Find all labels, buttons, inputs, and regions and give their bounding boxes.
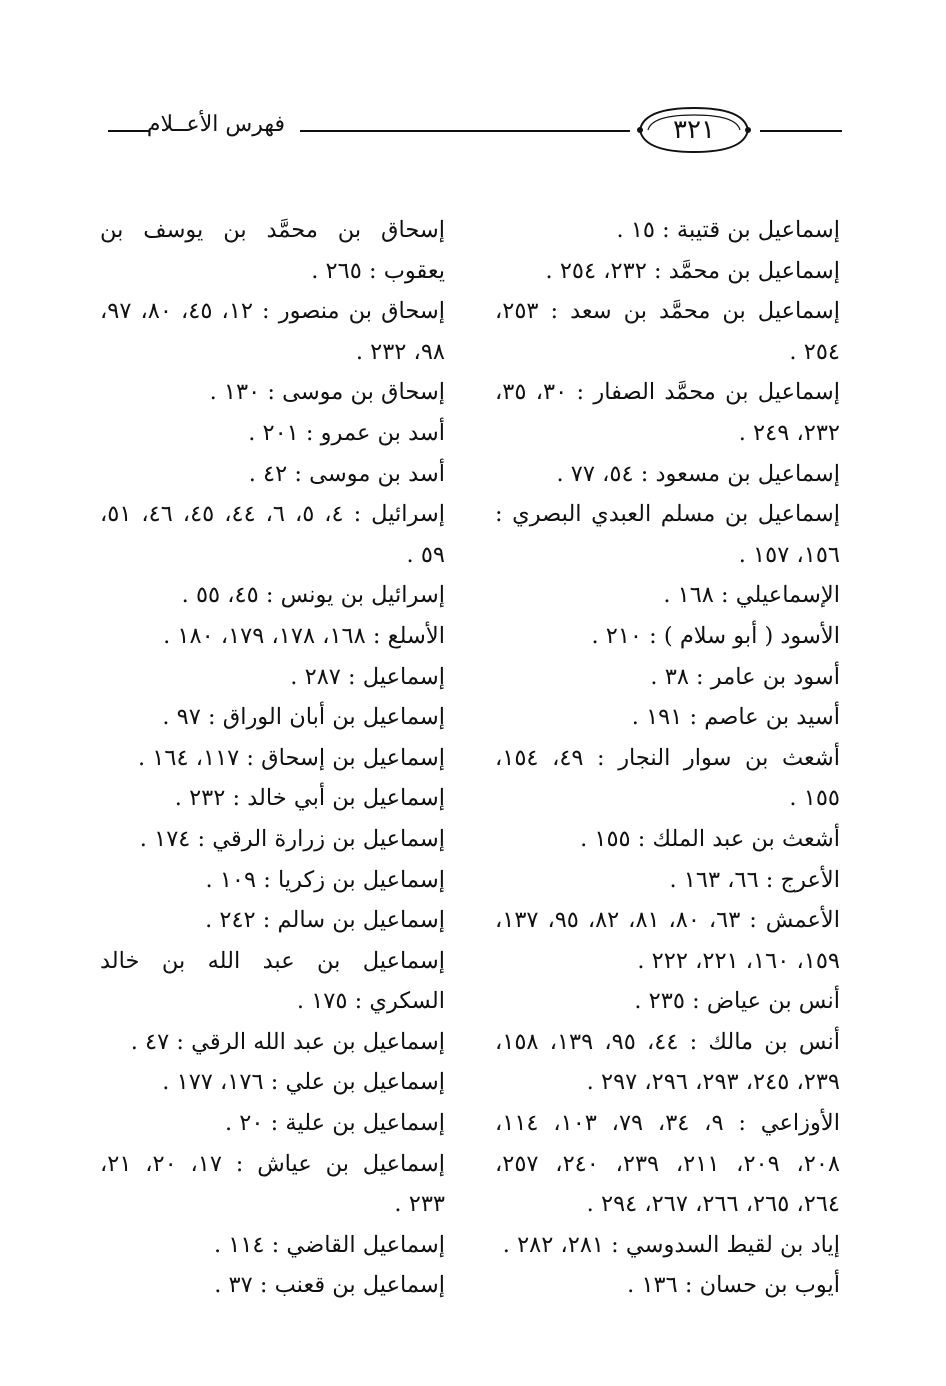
entry-page-refs: ٢٣٥ (648, 988, 685, 1015)
entry-separator: : (583, 744, 619, 771)
entry-separator: : (678, 1028, 709, 1055)
entry-period: . (591, 622, 606, 649)
entry-name: إسرائيل بن يونس (280, 582, 445, 609)
entry-separator: : (252, 1272, 275, 1299)
entry-period: . (355, 338, 371, 365)
entry-name: إسحاق بن موسى (282, 379, 445, 406)
entry-name: إسماعيل بن سالم (277, 907, 445, 934)
index-entry (495, 575, 840, 616)
entry-period: . (205, 866, 220, 893)
entry-separator: : (225, 785, 248, 812)
entry-period: . (545, 257, 560, 284)
entry-separator: : (646, 257, 669, 284)
entry-name: إسماعيل بن عبد الله بن خالد السكري (100, 947, 445, 1015)
entry-separator: : (758, 866, 781, 893)
entry-separator: : (200, 704, 223, 731)
entry-period: . (663, 582, 678, 609)
index-entry (495, 616, 840, 657)
entry-page-refs: ١٥٥ (594, 825, 631, 852)
entry-name: إسماعيل بن أبي خالد (247, 785, 445, 812)
index-entry (495, 454, 840, 495)
entry-period: . (162, 1069, 177, 1096)
entry-page-refs: ٣٨ (664, 663, 689, 690)
entry-period: . (738, 419, 754, 446)
entry-separator: : (340, 663, 363, 690)
entry-page-refs: ٢١٠ (605, 622, 643, 649)
index-entry (100, 860, 445, 901)
entry-period: . (248, 419, 263, 446)
entry-separator: : (260, 379, 283, 406)
entry-name: إسماعيل بن محمَّد (668, 257, 840, 284)
entry-page-refs: ٥٤، ٧٧ (570, 460, 634, 487)
entry-name: إسماعيل بن عياش (257, 1150, 445, 1177)
entry-period: . (181, 582, 196, 609)
entry-name: إسماعيل بن محمَّد الصفار (593, 379, 840, 406)
entry-name: إسماعيل (362, 663, 445, 690)
entry-period: . (137, 744, 153, 771)
entry-period: . (406, 541, 421, 568)
index-entry (100, 372, 445, 413)
entry-name: الأعرج (780, 866, 840, 893)
entry-page-refs: ١٣٦ (641, 1272, 678, 1299)
entry-page-refs: ١٦٨، ١٧٨، ١٧٩، ١٨٠ (177, 622, 366, 649)
index-entry (100, 819, 445, 860)
entry-separator: : (258, 582, 281, 609)
entry-page-refs: ٤٢ (263, 460, 288, 487)
entry-page-refs: ٤٩، ١٥٤، ١٥٥ (495, 744, 840, 812)
index-entry (495, 860, 840, 901)
entry-period: . (205, 907, 220, 934)
entry-name: إسماعيل بن محمَّد بن سعد (570, 298, 840, 325)
entry-separator: : (365, 622, 388, 649)
index-entry (100, 1062, 445, 1103)
entry-name: الأسلع (387, 622, 445, 649)
entry-separator: : (287, 460, 310, 487)
entry-page-refs: ١٧٥ (311, 988, 348, 1015)
entry-separator: : (684, 988, 707, 1015)
entry-page-refs: ١١٤ (228, 1231, 265, 1258)
entry-separator: : (538, 298, 571, 325)
entry-separator: : (263, 1110, 286, 1137)
entry-separator: : (298, 419, 321, 446)
index-entry (100, 657, 445, 698)
entry-separator: : (169, 1028, 192, 1055)
entry-name: الإسماعيلي (735, 582, 840, 609)
index-entry (495, 738, 840, 819)
entry-separator: : (264, 1231, 287, 1258)
entry-separator: : (604, 1231, 626, 1258)
entry-period: . (631, 704, 647, 731)
entry-period: . (616, 217, 631, 243)
index-entry (100, 494, 445, 575)
entry-page-refs: ٢٨٧ (304, 663, 341, 690)
entry-period: . (394, 1191, 409, 1218)
entry-period: . (248, 460, 264, 487)
entry-period: . (586, 1191, 601, 1218)
index-entry (495, 697, 840, 738)
index-entry (100, 1103, 445, 1144)
entry-page-refs: ١٢، ٤٥، ٨٠، ٩٧، ٩٨، ٢٣٢ (100, 298, 445, 365)
entry-page-refs: ٣٠، ٣٥، ٢٣٢، ٢٤٩ (495, 379, 840, 446)
entry-separator: : (677, 1272, 700, 1299)
entry-page-refs: ١١٧، ١٦٤ (152, 744, 240, 771)
index-entry (495, 210, 840, 251)
entry-separator: : (740, 907, 766, 934)
index-entry (495, 1022, 840, 1103)
index-entry (100, 575, 445, 616)
entry-separator: : (256, 866, 278, 893)
index-entry (100, 1225, 445, 1266)
index-entry (495, 494, 840, 575)
index-entry (495, 900, 840, 981)
entry-page-refs: ٤٥، ٥٥ (195, 582, 259, 609)
header-rule-left (108, 130, 150, 132)
entry-separator: : (688, 663, 711, 690)
index-entry (100, 291, 445, 372)
entry-page-refs: ٤٤، ٩٥، ١٣٩، ١٥٨، ٢٣٩، ٢٤٥، ٢٩٣، ٢٩٦، ٢٩٧ (495, 1028, 840, 1096)
entry-name: إسماعيل بن زكريا (277, 866, 445, 893)
index-entry (495, 251, 840, 292)
entry-page-refs: ٢٣٢ (189, 785, 226, 812)
index-entry (100, 210, 445, 291)
entry-separator: : (190, 825, 213, 852)
entry-period: . (634, 988, 649, 1015)
entry-period: . (556, 460, 571, 487)
index-entry (100, 413, 445, 454)
page-number: ٣٢١ (673, 115, 715, 145)
entry-page-refs: ٢٠ (239, 1110, 264, 1137)
header-rule-right (760, 130, 842, 132)
entry-name: الأسود ( أبو سلام ) (663, 622, 840, 649)
index-entry (100, 616, 445, 657)
entry-period: . (637, 947, 652, 974)
entry-separator: : (221, 1150, 258, 1177)
index-column-right (495, 210, 840, 1306)
entry-name: إسرائيل (371, 501, 446, 528)
index-entry (100, 778, 445, 819)
entry-name: أيوب بن حسان (699, 1272, 840, 1299)
entry-period: . (213, 1231, 229, 1258)
entry-separator: : (239, 744, 262, 771)
entry-period: . (209, 379, 224, 406)
entry-page-refs: ١٧٦، ١٧٧ (176, 1069, 264, 1096)
entry-name: إسماعيل بن أبان الوراق (222, 704, 445, 731)
entry-name: أشعث بن عبد الملك (652, 825, 840, 852)
entry-period: . (296, 988, 312, 1015)
entry-name: أنس بن عياض (706, 988, 840, 1015)
entry-page-refs: ١٥ (630, 217, 655, 243)
entry-page-refs: ١٠٩ (219, 866, 257, 893)
entry-name: أشعث بن سوار النجار (618, 744, 840, 771)
entry-period: . (502, 1231, 518, 1258)
entry-separator: : (567, 379, 594, 406)
entry-page-refs: ٤، ٥، ٦، ٤٤، ٤٥، ٤٦، ٥١، ٥٩ (100, 501, 445, 568)
entry-name: إسماعيل بن مسعود (655, 460, 840, 487)
entry-period: . (627, 1272, 642, 1299)
entry-page-refs: ٢٦٥ (325, 257, 362, 284)
entry-page-refs: ٦٣، ٨٠، ٨١، ٨٢، ٩٥، ١٣٧، ١٥٩، ١٦٠، ٢٢١، ٢٢٢ (495, 907, 840, 974)
entry-name: أنس بن مالك (708, 1028, 841, 1055)
index-entry (495, 372, 840, 453)
entry-name: الأعمش (765, 907, 840, 934)
page-header: فهرس الأعــلام ٣٢١ (0, 0, 946, 180)
entry-page-refs: ٣٧ (228, 1272, 253, 1299)
entry-period: . (789, 338, 804, 365)
index-entry (495, 981, 840, 1022)
entry-page-refs: ٢٥٣، ٢٥٤ (495, 298, 840, 365)
index-entry (100, 1144, 445, 1225)
entry-separator: : (682, 704, 705, 731)
index-entry (100, 697, 445, 738)
header-rule-middle (300, 130, 630, 132)
entry-name: إسماعيل بن علي (285, 1069, 445, 1096)
entry-separator: : (723, 1110, 761, 1137)
entry-page-refs: ٢٤٢ (219, 907, 256, 934)
entry-name: أسود بن عامر (710, 663, 840, 690)
entry-separator: : (347, 988, 370, 1015)
index-entry (495, 657, 840, 698)
entry-name: إسماعيل بن إسحاق (261, 744, 445, 771)
entry-page-refs: ١٧٤ (154, 825, 191, 852)
entry-name: الأوزاعي (760, 1110, 840, 1137)
entry-name: إسماعيل القاضي (286, 1231, 445, 1258)
entry-separator: : (642, 622, 664, 649)
entry-page-refs: ١٩١ (646, 704, 683, 731)
entry-name: إسماعيل بن عبد الله الرقي (191, 1028, 445, 1055)
entry-period: . (139, 825, 155, 852)
entry-period: . (163, 622, 178, 649)
entry-page-refs: ١٦٨ (677, 582, 714, 609)
entry-page-refs: ١٥٦، ١٥٧ (753, 541, 840, 568)
entry-page-refs: ٩، ٣٤، ٧٩، ١٠٣، ١١٤، ٢٠٨، ٢٠٩، ٢١١، ٢٣٩، ٢٤٠، ٢٥٧، ٢٦٤، ٢٦٥، ٢٦٦، ٢٦٧، ٢٩٤ (495, 1110, 841, 1218)
entry-period: . (586, 1069, 601, 1096)
entry-period: . (669, 866, 684, 893)
entry-period: . (789, 785, 804, 812)
entry-name: إسماعيل بن علية (285, 1110, 445, 1137)
entry-separator: : (343, 501, 372, 528)
index-entry (100, 454, 445, 495)
entry-page-refs: ٤٧ (145, 1028, 170, 1055)
entry-period: . (738, 541, 754, 568)
index-entry (495, 819, 840, 860)
index-entry (495, 291, 840, 372)
entry-period: . (311, 257, 326, 284)
entry-name: إياد بن لقيط السدوسي (625, 1231, 840, 1258)
entry-page-refs: ٦٦، ١٦٣ (683, 866, 759, 893)
index-entry (495, 1103, 840, 1225)
entry-name: إسماعيل بن قعنب (274, 1272, 445, 1299)
entry-page-refs: ٢٠١ (262, 419, 299, 446)
entry-page-refs: ٢٨١، ٢٨٢ (517, 1231, 605, 1258)
entry-name: إسماعيل بن مسلم العبدي البصري (512, 501, 841, 528)
entry-name: إسماعيل بن زرارة الرقي (212, 825, 445, 852)
index-entry (100, 1265, 445, 1306)
index-entry (100, 900, 445, 941)
index-entry (495, 1265, 840, 1306)
entry-separator: : (633, 460, 656, 487)
entry-separator: : (263, 1069, 286, 1096)
index-entry (100, 941, 445, 1022)
entry-period: . (580, 825, 595, 852)
entry-name: إسماعيل بن قتيبة (676, 217, 840, 243)
entry-name: أسد بن موسى (309, 460, 445, 487)
entry-period: . (174, 785, 190, 812)
index-entry (100, 1022, 445, 1063)
entry-separator: : (630, 825, 653, 852)
entry-page-refs: ٢٣٢، ٢٥٤ (559, 257, 647, 284)
entry-name: أسيد بن عاصم (704, 704, 840, 731)
index-entry (100, 738, 445, 779)
index-entry (495, 1225, 840, 1266)
entry-period: . (290, 663, 305, 690)
entry-period: . (224, 1110, 240, 1137)
entry-separator: : (713, 582, 736, 609)
entry-page-refs: ١٧، ٢٠، ٢١، ٢٣٣ (100, 1150, 445, 1218)
entry-period: . (162, 704, 177, 731)
entry-separator: : (495, 501, 513, 528)
entry-name: إسحاق بن منصور (278, 298, 446, 325)
entry-separator: : (252, 298, 279, 325)
entry-name: أسد بن عمرو (320, 419, 445, 446)
entry-page-refs: ١٣٠ (223, 379, 261, 406)
entry-period: . (214, 1272, 229, 1299)
entry-name: إسحاق بن محمَّد بن يوسف بن يعقوب (100, 217, 445, 284)
entry-period: . (650, 663, 665, 690)
index-column-left (100, 210, 445, 1306)
entry-separator: : (655, 217, 677, 243)
entry-page-refs: ٩٧ (176, 704, 201, 731)
entry-separator: : (361, 257, 384, 284)
entry-period: . (130, 1028, 146, 1055)
entry-separator: : (255, 907, 278, 934)
